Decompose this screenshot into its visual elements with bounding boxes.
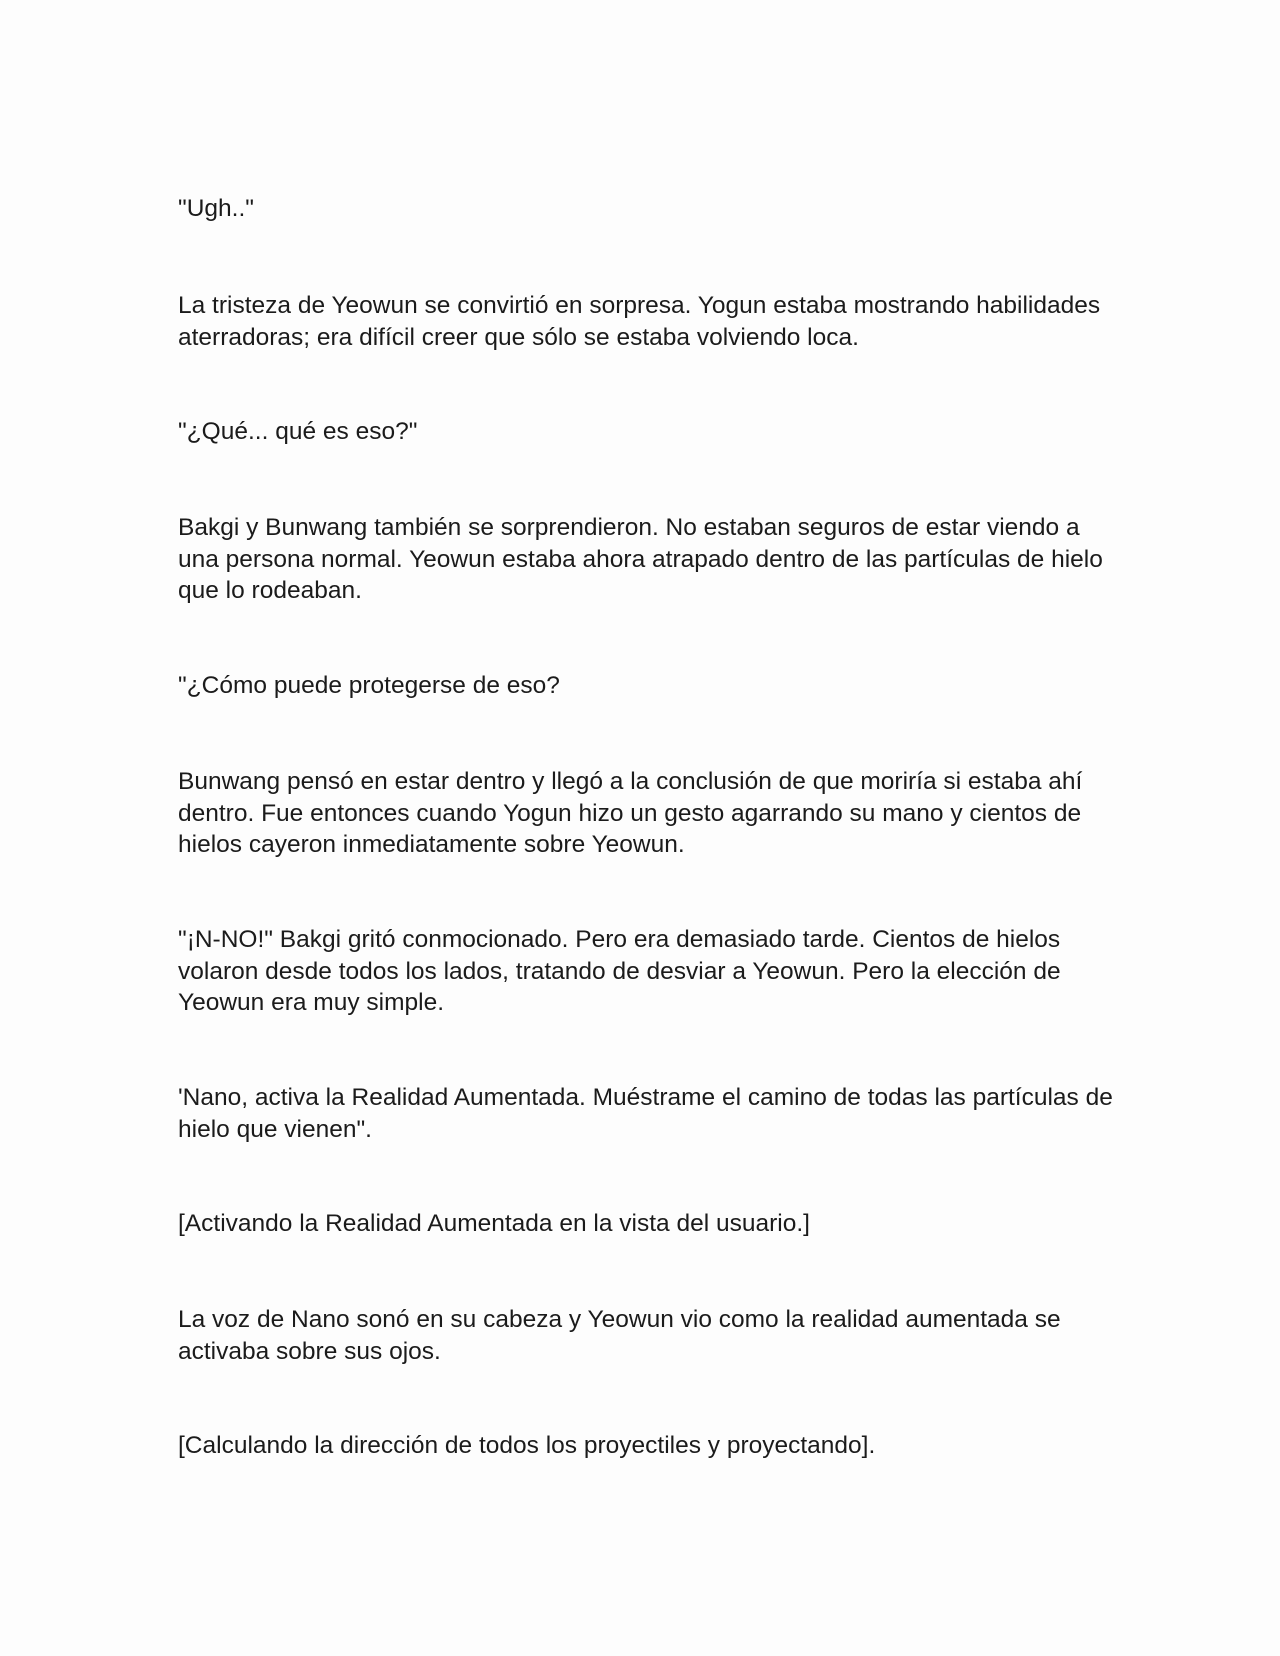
paragraph-11: [Calculando la dirección de todos los proyectiles y proyectando]. <box>178 1432 876 1459</box>
paragraph-1: "Ugh.." <box>178 195 254 222</box>
paragraph-8: 'Nano, activa la Realidad Aumentada. Muéstrame el camino de todas las partículas de hielo que vienen". <box>178 1084 1113 1143</box>
paragraph-3: "¿Qué... qué es eso?" <box>178 418 418 445</box>
paragraph-10: La voz de Nano sonó en su cabeza y Yeowun vio como la realidad aumentada se activaba sobre sus ojos. <box>178 1306 1061 1365</box>
paragraph-2: La tristeza de Yeowun se convirtió en sorpresa. Yogun estaba mostrando habilidades aterradoras; era difícil creer que sólo se estaba volviendo loca. <box>178 292 1101 351</box>
paragraph-5: "¿Cómo puede protegerse de eso? <box>178 672 560 699</box>
paragraph-9: [Activando la Realidad Aumentada en la vista del usuario.] <box>178 1210 810 1237</box>
paragraph-4: Bakgi y Bunwang también se sorprendieron. No estaban seguros de estar viendo a una persona normal. Yeowun estaba ahora atrapado dentro de las partículas de hielo que lo rodeaban. <box>178 514 1103 604</box>
paragraph-6: Bunwang pensó en estar dentro y llegó a la conclusión de que moriría si estaba ahí dentro. Fue entonces cuando Yogun hizo un gesto agarrando su mano y cientos de hielos cayeron inmediatamente sobre Yeowun. <box>178 768 1083 858</box>
paragraph-7: "¡N-NO!" Bakgi gritó conmocionado. Pero era demasiado tarde. Cientos de hielos volaron desde todos los lados, tratando de desviar a Yeowun. Pero la elección de Yeowun era muy simple. <box>178 926 1061 1016</box>
